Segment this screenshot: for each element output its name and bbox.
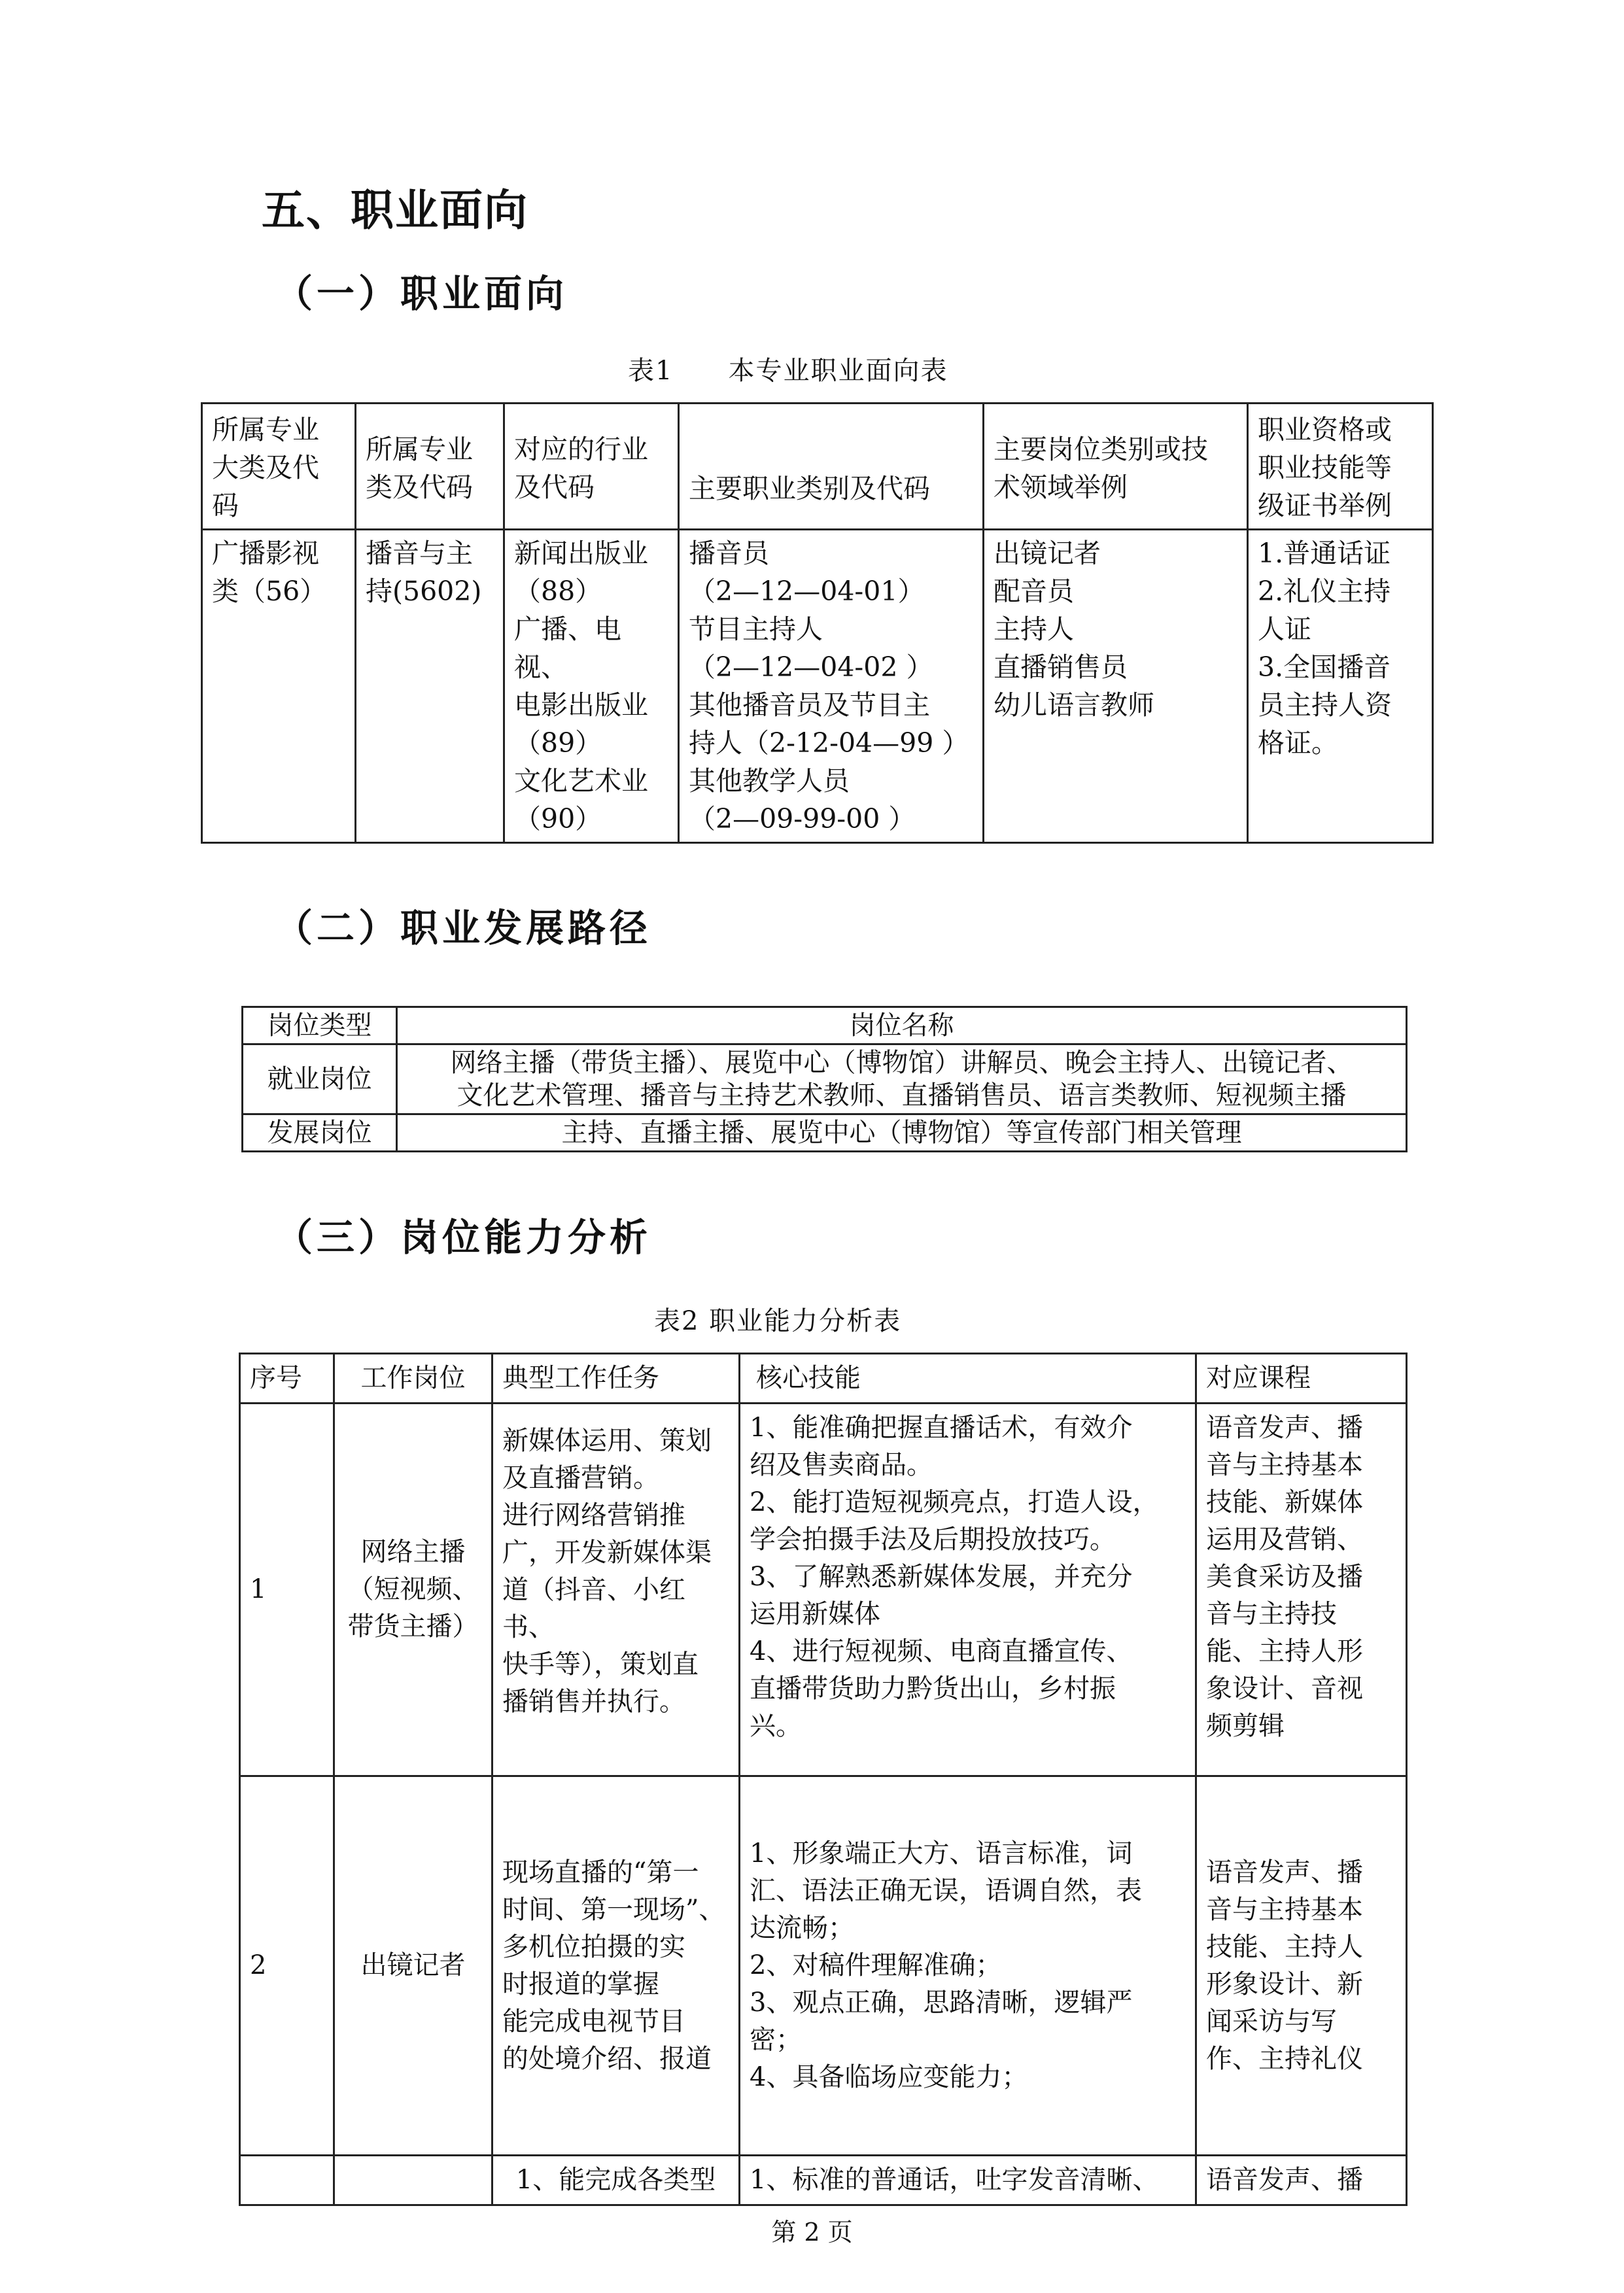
- post-type-cell: 就业岗位: [243, 1044, 397, 1114]
- cell-text: 2、对稿件理解准确；: [750, 1950, 1002, 1980]
- cell-text: 象设计、音视: [1206, 1674, 1363, 1704]
- row-skills-cell: [740, 1404, 1196, 1776]
- post-name-cell: [397, 1114, 1407, 1152]
- row-skills-cell: [740, 2156, 1196, 2205]
- cell-text: 持(5602): [366, 576, 482, 607]
- occupation-table-header-row: [202, 404, 1433, 530]
- subsection-title-3: （三）岗位能力分析: [275, 1215, 652, 1260]
- row-tasks-cell: [492, 1776, 740, 2156]
- cell-text: 快手等），策划直: [502, 1649, 699, 1680]
- header-certificate-cell: [1248, 404, 1433, 530]
- cell-text: 新媒体运用、策划: [502, 1426, 712, 1456]
- header-post-cell: [984, 404, 1248, 530]
- cell-text: 直播带货助力黔货出山，乡村振: [750, 1674, 1116, 1704]
- cell-text: 1、能准确把握直播话术，有效介: [750, 1413, 1133, 1443]
- row-tasks-cell: [492, 2156, 740, 2205]
- cell-text: 带货主播）: [347, 1612, 479, 1642]
- cell-text: 网络主播（带货主播）、展览中心（博物馆）讲解员、晚会主持人、出镜记者、: [450, 1048, 1353, 1078]
- cell-text: 频剪辑: [1206, 1711, 1285, 1741]
- header-occupation-cell: [679, 404, 984, 530]
- ability-table-header-row: [240, 1354, 1407, 1404]
- cell-text: 进行网络营销推: [502, 1500, 685, 1530]
- cell-text: 4、进行短视频、电商直播宣传、: [750, 1636, 1133, 1666]
- cell-text: 道（抖音、小红书、: [502, 1575, 685, 1642]
- row-skills-cell: [740, 1776, 1196, 2156]
- cell-text: 技能、主持人: [1206, 1931, 1363, 1962]
- cell-text: 时报道的掌握: [502, 1969, 659, 1999]
- cell-text: （2—09-99-00 ）: [689, 803, 916, 835]
- cell-text: 运用及营销、: [1206, 1525, 1363, 1555]
- cell-text: 电影出版业: [514, 689, 648, 721]
- cell-text: 广播影视: [212, 538, 319, 569]
- header-industry-cell: [504, 404, 679, 530]
- cell-text: 音与主持基本: [1206, 1450, 1363, 1480]
- header-text: 主要岗位类别或技: [993, 434, 1208, 465]
- post-type-cell: 发展岗位: [243, 1114, 397, 1152]
- cell-text: 主持、直播主播、展览中心（博物馆）等宣传部门相关管理: [561, 1118, 1242, 1148]
- cell-text: （短视频、: [347, 1574, 479, 1604]
- class-cell: [356, 530, 504, 843]
- table1-caption: 表1 本专业职业面向表: [628, 356, 948, 386]
- cell-text: 美食采访及播: [1206, 1562, 1363, 1592]
- post-name-cell: [397, 1044, 1407, 1114]
- cell-text: 4、具备临场应变能力；: [750, 2062, 1028, 2092]
- cell-text: 出镜记者: [993, 538, 1101, 569]
- row-no-cell: 2: [240, 1776, 334, 2156]
- cell-text: 3.全国播音: [1258, 651, 1391, 683]
- cell-text: 运用新媒体: [750, 1599, 880, 1629]
- cell-text: 语音发声、播: [1206, 2165, 1363, 2195]
- industry-cell: [504, 530, 679, 843]
- subsection-title-2: （二）职业发展路径: [275, 906, 652, 950]
- cell-text: 3、了解熟悉新媒体发展，并充分: [750, 1562, 1133, 1592]
- cell-text: 其他播音员及节目主: [689, 689, 930, 721]
- cell-text: （2—12—04-01）: [689, 576, 925, 607]
- header-text: 大类及代: [212, 452, 319, 483]
- cell-text: 主持人: [993, 613, 1074, 645]
- page-number: 第 2 页: [771, 2218, 853, 2247]
- cell-text: 播音员: [689, 538, 769, 569]
- row-courses-cell: [1196, 1776, 1407, 2156]
- cell-text: 语音发声、播: [1206, 1413, 1363, 1443]
- cell-text: 的处境介绍、报道: [502, 2043, 712, 2074]
- cell-text: 学会拍摄手法及后期投放技巧。: [750, 1525, 1116, 1555]
- header-text: 类及代码: [366, 472, 473, 503]
- header-tasks: 典型工作任务: [492, 1354, 740, 1404]
- row-no-cell: [240, 2156, 334, 2205]
- cell-text: （88）: [514, 576, 602, 607]
- cell-text: （2—12—04-02 ）: [689, 651, 933, 683]
- row-post-cell: [334, 2156, 492, 2205]
- occupation-cell: [679, 530, 984, 843]
- header-text: 术领域举例: [993, 472, 1128, 503]
- post-type-header: 岗位类型: [243, 1007, 397, 1044]
- header-text: 所属专业: [212, 414, 319, 445]
- row-post-cell: [334, 1776, 492, 2156]
- cell-text: 汇、语法正确无误，语调自然，表: [750, 1876, 1142, 1906]
- cell-text: 播音与主: [366, 538, 473, 569]
- cell-text: 2、能打造短视频亮点，打造人设，: [750, 1487, 1159, 1517]
- cell-text: 文化艺术管理、播音与主持艺术教师、直播销售员、语言类教师、短视频主播: [457, 1080, 1347, 1111]
- cell-text: 能完成电视节目: [502, 2006, 685, 2037]
- header-courses: 对应课程: [1196, 1354, 1407, 1404]
- cell-text: 直播销售员: [993, 651, 1128, 683]
- row-courses-cell: [1196, 2156, 1407, 2205]
- header-text: 职业资格或: [1258, 414, 1392, 445]
- row-post-cell: [334, 1404, 492, 1776]
- cell-text: 格证。: [1258, 727, 1338, 759]
- cell-text: 能、主持人形: [1206, 1636, 1363, 1666]
- subsection-title-1: （一）职业面向: [275, 271, 568, 316]
- occupation-table: [201, 402, 1434, 844]
- occupation-table-row: [202, 530, 1433, 843]
- header-text: 对应的行业: [514, 434, 648, 465]
- cell-text: 闻采访与写: [1206, 2006, 1337, 2037]
- header-text: 主要职业类别及代码: [689, 473, 930, 504]
- cell-text: 配音员: [993, 576, 1074, 607]
- cell-text: 广播、电视、: [514, 613, 621, 683]
- cell-text: 2.礼仪主持: [1258, 576, 1391, 607]
- header-skills: 核心技能: [740, 1354, 1196, 1404]
- cell-text: 兴。: [750, 1711, 802, 1741]
- cell-text: 幼儿语言教师: [993, 689, 1154, 721]
- header-post: 工作岗位: [334, 1354, 492, 1404]
- row-tasks-cell: [492, 1404, 740, 1776]
- header-no: 序号: [240, 1354, 334, 1404]
- cell-text: 形象设计、新: [1206, 1969, 1363, 1999]
- cell-text: 作、主持礼仪: [1206, 2043, 1363, 2074]
- cell-text: 人证: [1258, 613, 1311, 645]
- section-title: 五、职业面向: [262, 185, 528, 235]
- cell-text: 1、能完成各类型: [515, 2165, 716, 2195]
- table2-caption: 表2 职业能力分析表: [654, 1306, 902, 1336]
- cell-text: 1、形象端正大方、语言标准，词: [750, 1838, 1133, 1869]
- header-text: 职业技能等: [1258, 452, 1392, 483]
- cell-text: 其他教学人员: [689, 765, 850, 797]
- cell-text: 语音发声、播: [1206, 1857, 1363, 1888]
- cell-text: 音与主持技: [1206, 1599, 1337, 1629]
- cell-text: 多机位拍摄的实: [502, 1931, 685, 1962]
- career-path-row: [243, 1044, 1407, 1114]
- post-name-header: 岗位名称: [397, 1007, 1407, 1044]
- cell-text: 技能、新媒体: [1206, 1487, 1363, 1517]
- header-text: 所属专业: [366, 434, 473, 465]
- cell-text: 音与主持基本: [1206, 1894, 1363, 1925]
- cell-text: 达流畅；: [750, 1913, 854, 1943]
- header-text: 及代码: [514, 472, 595, 503]
- ability-table-row: [240, 1776, 1407, 2156]
- career-path-header-row: [243, 1007, 1407, 1044]
- career-path-row: [243, 1114, 1407, 1152]
- cell-text: 广，开发新媒体渠: [502, 1538, 712, 1568]
- cell-text: 类（56）: [212, 576, 327, 607]
- cell-text: 密；: [750, 2025, 802, 2055]
- cell-text: 出镜记者: [360, 1950, 466, 1980]
- cell-text: 3、观点正确，思路清晰，逻辑严: [750, 1988, 1133, 2018]
- ability-table: [239, 1353, 1408, 2206]
- cell-text: 网络主播: [360, 1537, 466, 1567]
- cell-text: （90）: [514, 803, 602, 835]
- ability-table-row: [240, 2156, 1407, 2205]
- cell-text: 1、标准的普通话，吐字发音清晰、: [750, 2165, 1159, 2195]
- header-class-cell: [356, 404, 504, 530]
- career-path-table: [241, 1006, 1408, 1152]
- post-cell: [984, 530, 1248, 843]
- cell-text: 绍及售卖商品。: [750, 1450, 933, 1480]
- cell-text: 播销售并执行。: [502, 1687, 685, 1717]
- ability-table-row: [240, 1404, 1407, 1776]
- category-cell: [202, 530, 356, 843]
- header-text: 级证书举例: [1258, 490, 1392, 521]
- cell-text: 持人（2-12-04—99 ）: [689, 727, 969, 759]
- certificate-cell: [1248, 530, 1433, 843]
- header-text: 码: [212, 490, 239, 521]
- cell-text: 节目主持人: [689, 613, 823, 645]
- cell-text: 员主持人资: [1258, 689, 1392, 721]
- cell-text: （89）: [514, 727, 602, 759]
- row-courses-cell: [1196, 1404, 1407, 1776]
- cell-text: 新闻出版业: [514, 538, 648, 569]
- row-no-cell: 1: [240, 1404, 334, 1776]
- header-category-cell: [202, 404, 356, 530]
- cell-text: 时间、第一现场”、: [502, 1894, 725, 1925]
- cell-text: 现场直播的“第一: [502, 1857, 699, 1888]
- cell-text: 1.普通话证: [1258, 538, 1391, 569]
- cell-text: 及直播营销。: [502, 1463, 659, 1493]
- cell-text: 文化艺术业: [514, 765, 648, 797]
